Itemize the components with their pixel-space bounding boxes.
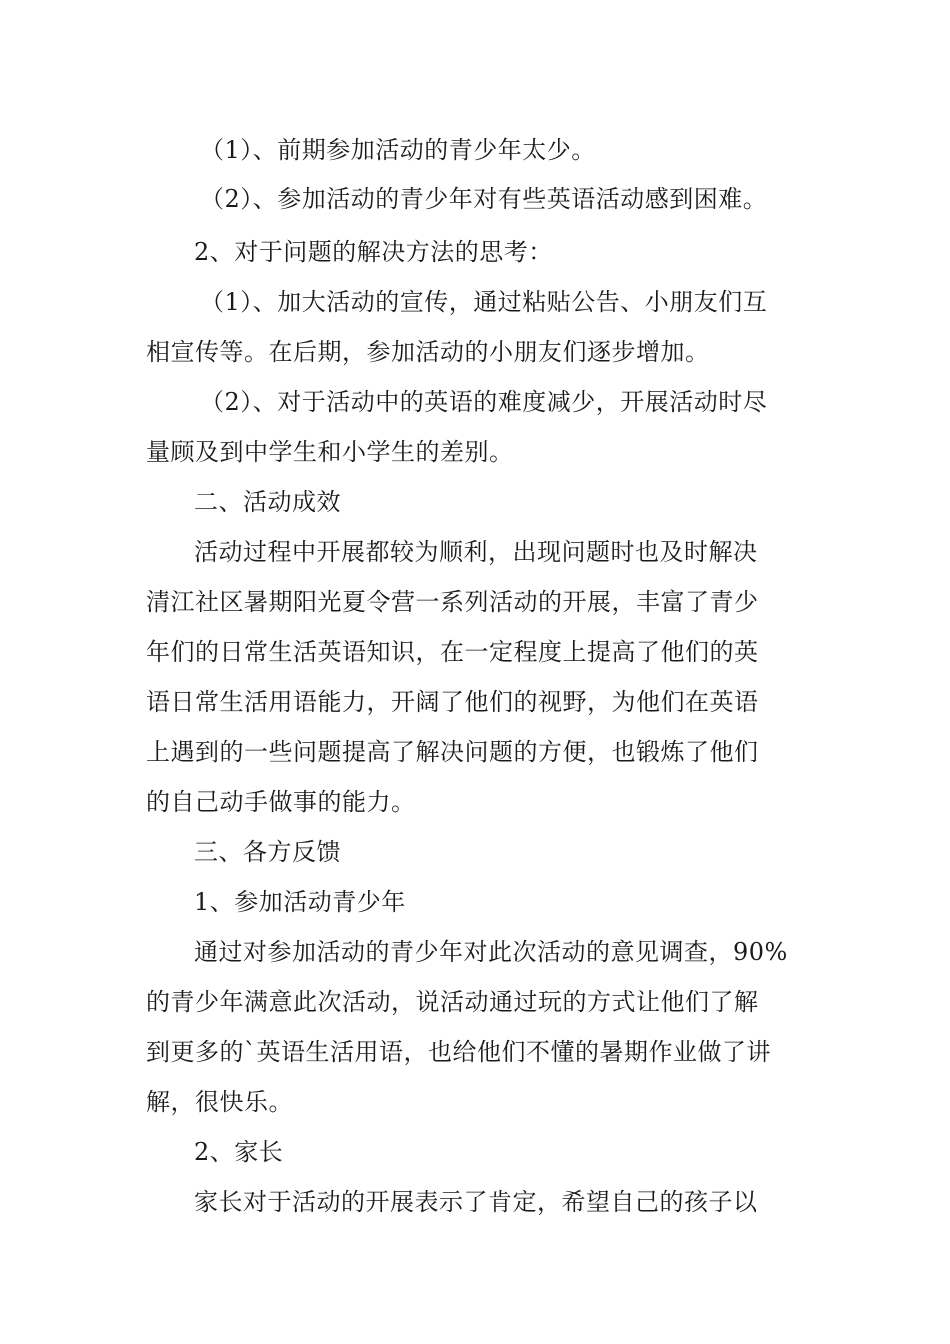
paragraph-line: 清江社区暑期阳光夏令营一系列活动的开展，丰富了青少 [146, 588, 759, 616]
paragraph-line: （2）、对于活动中的英语的难度减少，开展活动时尽 [200, 388, 768, 416]
section-heading-results: 二、活动成效 [194, 488, 341, 516]
paragraph-line: 相宣传等。在后期，参加活动的小朋友们逐步增加。 [146, 338, 710, 366]
list-item-early-few-participants: （1）、前期参加活动的青少年太少。 [200, 136, 596, 164]
section-heading-feedback: 三、各方反馈 [194, 838, 341, 866]
paragraph-line: 上遇到的一些问题提高了解决问题的方便，也锻炼了他们 [146, 738, 759, 766]
list-item-english-difficulty: （2）、参加活动的青少年对有些英语活动感到困难。 [200, 185, 768, 213]
paragraph-line: 的青少年满意此次活动，说活动通过玩的方式让他们了解 [146, 988, 759, 1016]
section-heading-solutions: 2、对于问题的解决方法的思考： [194, 238, 553, 266]
paragraph-line: 年们的日常生活英语知识，在一定程度上提高了他们的英 [146, 638, 759, 666]
paragraph-line: 语日常生活用语能力，开阔了他们的视野，为他们在英语 [146, 688, 759, 716]
subheading-youth: 1、参加活动青少年 [194, 888, 406, 916]
paragraph-line: 活动过程中开展都较为顺利，出现问题时也及时解决 [194, 538, 758, 566]
paragraph-line: 解，很快乐。 [146, 1088, 293, 1116]
paragraph-line: 量顾及到中学生和小学生的差别。 [146, 438, 514, 466]
paragraph-line: （1）、加大活动的宣传，通过粘贴公告、小朋友们互 [200, 288, 768, 316]
paragraph-line: 家长对于活动的开展表示了肯定，希望自己的孩子以 [194, 1188, 758, 1216]
paragraph-line: 通过对参加活动的青少年对此次活动的意见调查，90% [194, 938, 788, 966]
paragraph-line: 的自己动手做事的能力。 [146, 788, 416, 816]
subheading-parents: 2、家长 [194, 1138, 284, 1166]
paragraph-line: 到更多的`英语生活用语，也给他们不懂的暑期作业做了讲 [146, 1038, 771, 1066]
